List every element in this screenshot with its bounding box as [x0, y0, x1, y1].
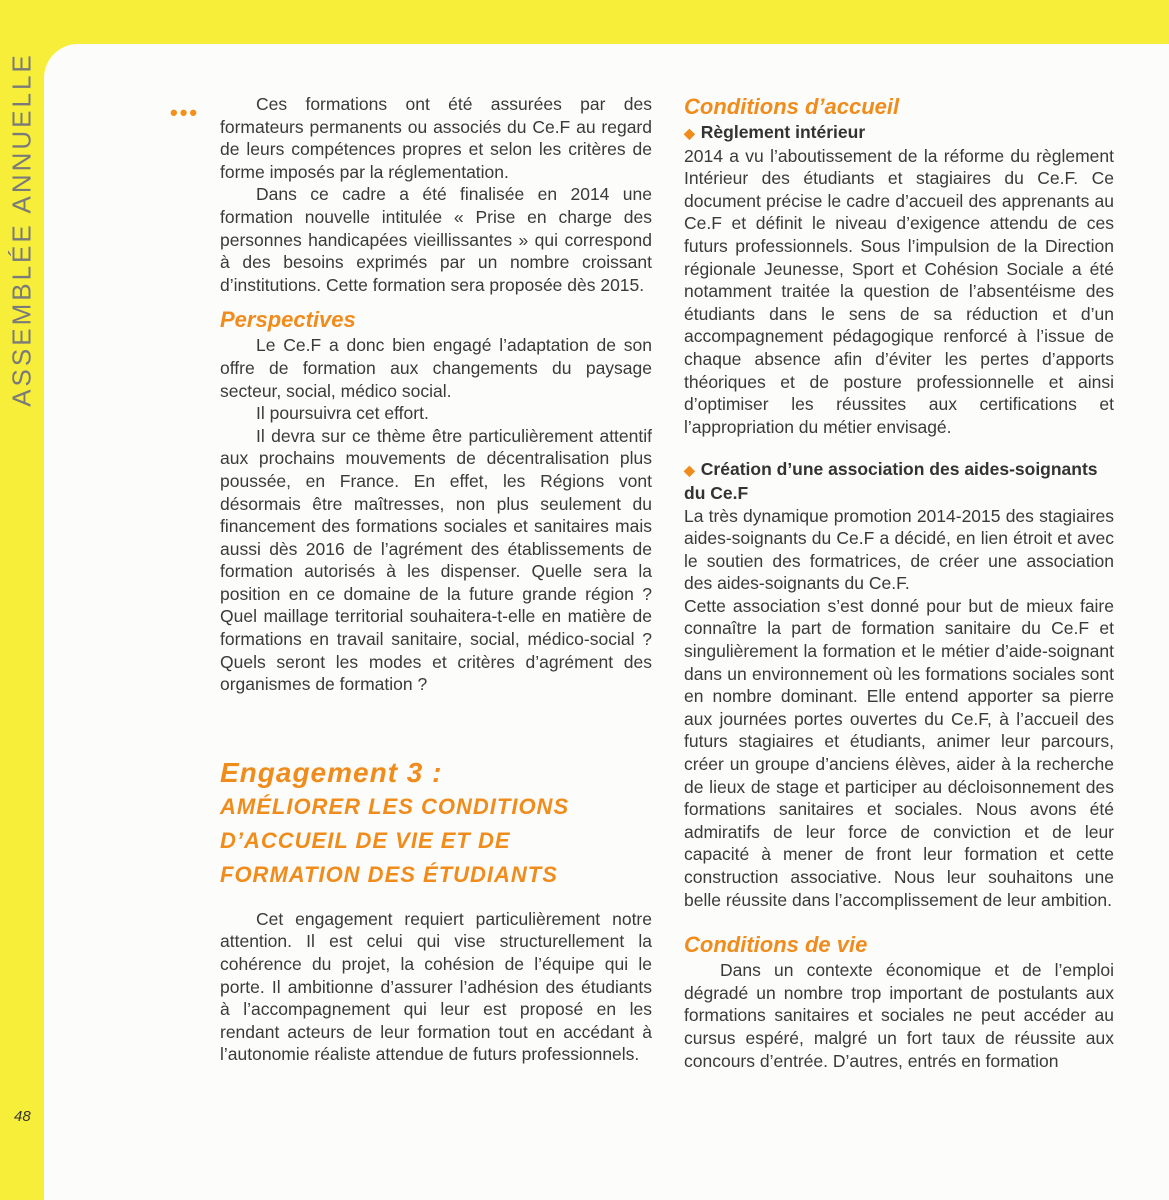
top-yellow-strip — [560, 0, 890, 40]
side-label-text: ASSEMBLÉE ANNUELLE — [6, 52, 37, 407]
subheading-text: Règlement intérieur — [700, 122, 866, 142]
diamond-bullet-icon: ◆ — [684, 125, 695, 141]
page-number: 48 — [14, 1108, 31, 1125]
paragraph: Dans ce cadre a été finalisée en 2014 une formation nouvelle intitulée « Prise en charge des personnes handicapées vieillissantes » qui correspond à des besoins exprimés par un nombre croissant d’institutions. Cette formation sera proposée dès 2015. — [220, 184, 652, 295]
ornament-dots: ••• — [170, 100, 200, 125]
section-heading-vie: Conditions de vie — [684, 932, 868, 958]
subheading-association — [684, 458, 1114, 504]
paragraph: La très dynamique promotion 2014-2015 des stagiaires aides-soignants du Ce.F a décidé, en lien étroit et avec le soutien des formatrices, de créer une association des aides-soignants du Ce.F. — [684, 505, 1114, 594]
side-label — [2, 44, 42, 424]
paragraph: Ces formations ont été assurées par des formateurs permanents ou associés du Ce.F au regard de leurs compétences propres et selon les critères de forme imposés par la réglementation. — [220, 94, 652, 182]
subheading-reglement — [684, 121, 1114, 145]
paragraph: Il devra sur ce thème être particulièrement attentif aux prochains mouvements de décentralisation plus poussée, en France. En effet, les Régions vont désormais être maîtresses, non plus seulement du financement des formations sociales et sanitaires mais aussi dès 2016 de l’agrément des établissements de formation autorisés à les dispenser. Quelle sera la position en ce domaine de la future grande région ? Quel maillage territorial souhaitera-t-elle en matière de formations en travail sanitaire, social, médico-social ? Quels seront les modes et critères d’agrément des organismes de formation ? — [220, 425, 652, 695]
paragraph: 2014 a vu l’aboutissement de la réforme du règlement Intérieur des étudiants et stagiaires du Ce.F. Ce document précise le cadre d’accueil des apprenants au Ce.F et définit le niveau d’exigence attendu de ces futurs professionnels. Sous l’impulsion de la Direction régionale Jeunesse, Sport et Cohésion Sociale a été notamment traitée la question de l’absentéisme des étudiants dans le sens de sa réduction et d’un accompagnement pédagogique renforcé à l’issue de chaque absence afin d’éviter les pertes d’apports théoriques et de posture professionnelle et ainsi d’optimiser les réussites aux certifications et l’appropriation du métier envisagé. — [684, 145, 1114, 437]
right-column — [684, 93, 1114, 1072]
paragraph: Le Ce.F a donc bien engagé l’adaptation de son offre de formation aux changements du paysage secteur, social, médico social. — [220, 335, 652, 401]
section-heading-perspectives: Perspectives — [220, 307, 356, 333]
paragraph: Dans un contexte économique et de l’emploi dégradé un nombre trop important de postulants aux formations sanitaires et sociales ne peut accéder au cursus espéré, malgré un fort taux de réussite aux concours d’entrée. D’autres, entrés en formation — [684, 960, 1114, 1071]
paragraph: Cet engagement requiert particulièrement notre attention. Il est celui qui vise structurellement la cohérence du projet, la cohésion de l’équipe qui le porte. Il ambitionne d’assurer l’adhésion des étudiants à l’accompagnement qui leur est proposé en les rendant acteurs de leur formation tout en accédant à l’autonomie réaliste attendue de futurs professionnels. — [220, 908, 652, 1065]
engagement-subtitle: AMÉLIORER LES CONDITIONS D’ACCUEIL DE VIE ET DE FORMATION DES ÉTUDIANTS — [220, 793, 570, 887]
engagement-title: Engagement 3 : — [220, 756, 443, 788]
engagement-heading — [220, 756, 652, 892]
left-column — [220, 93, 652, 1066]
paragraph: Il poursuivra cet effort. — [256, 403, 429, 424]
section-heading-accueil: Conditions d’accueil — [684, 94, 900, 119]
diamond-bullet-icon: ◆ — [684, 462, 695, 479]
subheading-text: Création d’une association des aides-soignants du Ce.F — [684, 459, 1098, 503]
paragraph: Cette association s’est donné pour but de mieux faire connaître la part de formation sanitaire du Ce.F et singulièrement la formation et le métier d’aide-soignant dans un environnement où les formations sociales sont en nombre dominant. Elle entend apporter sa pierre aux journées portes ouvertes du Ce.F, à l’accueil des futurs stagiaires et étudiants, animer leur parcours, créer un groupe d’anciens élèves, aider à la recherche de lieux de stage et participer au décloisonnement des formations sanitaires et sociales. Nous avons été admiratifs de leur force de conviction et de leur capacité à mener de front leur formation et cette construction associative. Nous leur souhaitons une belle réussite dans l’accomplissement de leur ambition. — [684, 595, 1114, 910]
